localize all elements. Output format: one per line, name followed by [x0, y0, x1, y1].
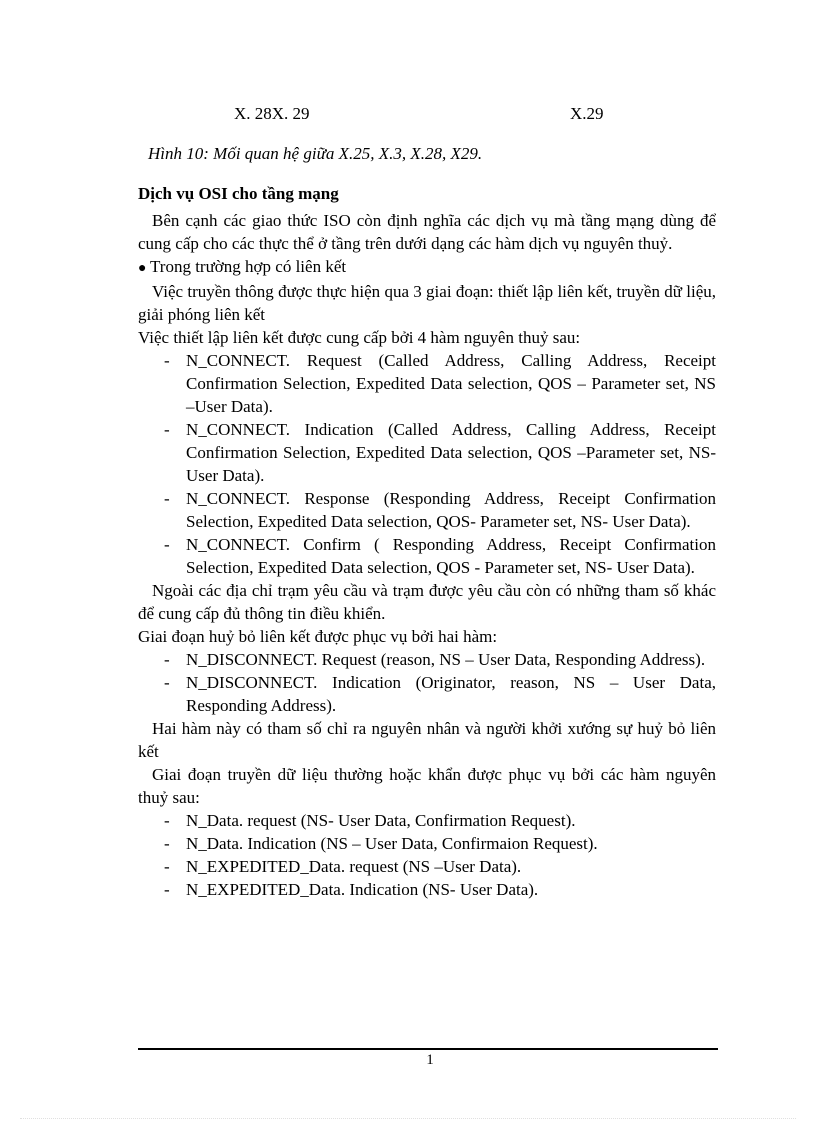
footer-divider — [138, 1048, 718, 1050]
list-item: - N_CONNECT. Confirm ( Responding Address, Receipt Confirmation Selection, Expedited Data selection, QOS - Parameter set, NS- User Data). — [164, 535, 716, 577]
list-item: - N_EXPEDITED_Data. Indication (NS- User Data). — [164, 880, 539, 899]
bottom-dotted-border — [20, 1118, 796, 1119]
list-item: - N_DISCONNECT. Request (reason, NS – User Data, Responding Address). — [164, 650, 706, 669]
disconnect-list — [138, 648, 716, 717]
figure-label-left: X. 28X. 29 — [234, 104, 310, 123]
page-number: 1 — [426, 1052, 434, 1068]
list-item: - N_Data. request (NS- User Data, Confirmation Request). — [164, 811, 576, 830]
connect-intro: Việc thiết lập liên kết được cung cấp bởi 4 hàm nguyên thuỷ sau: — [138, 328, 581, 347]
bullet-text: Trong trường hợp có liên kết — [150, 257, 347, 276]
figure-labels — [0, 104, 816, 128]
data-intro: Giai đoạn truyền dữ liệu thường hoặc khẩn được phục vụ bởi các hàm nguyên thuỷ sau: — [138, 765, 716, 807]
disconnect-intro: Giai đoạn huỷ bỏ liên kết được phục vụ bởi hai hàm: — [138, 627, 498, 646]
disconnect-note: Hai hàm này có tham số chỉ ra nguyên nhân và người khởi xướng sự huỷ bỏ liên kết — [138, 719, 716, 761]
data-list — [138, 809, 716, 901]
figure-caption: Hình 10: Mối quan hệ giữa X.25, X.3, X.28, X29. — [148, 144, 483, 163]
list-item: - N_EXPEDITED_Data. request (NS –User Data). — [164, 857, 522, 876]
list-item: - N_DISCONNECT. Indication (Originator, reason, NS – User Data, Responding Address). — [164, 673, 716, 715]
section-heading: Dịch vụ OSI cho tầng mạng — [138, 184, 339, 203]
bullet-item — [138, 255, 716, 280]
figure-label-right: X.29 — [570, 104, 604, 123]
other-params-paragraph: Ngoài các địa chỉ trạm yêu cầu và trạm được yêu cầu còn có những tham số khác để cung cấp đủ thông tin điều khiển. — [138, 581, 716, 623]
intro-paragraph: Bên cạnh các giao thức ISO còn định nghĩa các dịch vụ mà tầng mạng dùng để cung cấp cho các thực thể ở tầng trên dưới dạng các hàm dịch vụ nguyên thuỷ. — [138, 211, 716, 253]
list-item: - N_Data. Indication (NS – User Data, Confirmaion Request). — [164, 834, 598, 853]
list-item: - N_CONNECT. Request (Called Address, Calling Address, Receipt Confirmation Selection, Expedited Data selection, QOS – Parameter set, NS –User Data). — [164, 351, 716, 416]
phases-paragraph: Việc truyền thông được thực hiện qua 3 giai đoạn: thiết lập liên kết, truyền dữ liệu, giải phóng liên kết — [138, 282, 716, 324]
list-item: - N_CONNECT. Indication (Called Address, Calling Address, Receipt Confirmation Selection, Expedited Data selection, QOS –Parameter set, NS- User Data). — [164, 420, 716, 485]
list-item: - N_CONNECT. Response (Responding Address, Receipt Confirmation Selection, Expedited Data selection, QOS- Parameter set, NS- User Data). — [164, 489, 716, 531]
connect-list — [138, 349, 716, 579]
section-body — [138, 182, 716, 901]
bullet-icon: ● — [138, 261, 147, 276]
